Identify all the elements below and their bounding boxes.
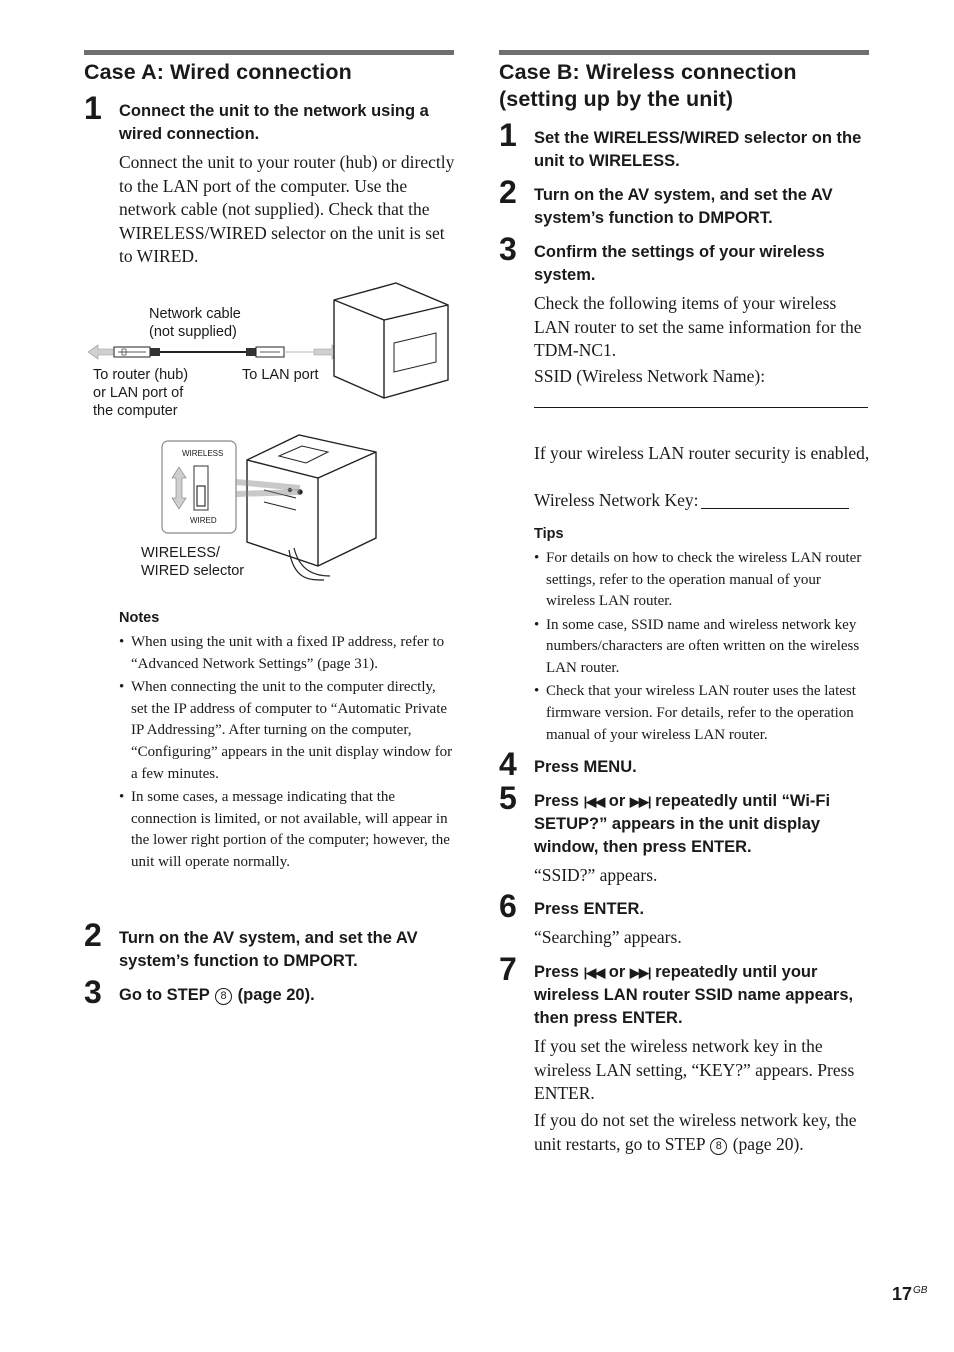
note-item: • When connecting the unit to the computer directly, set the IP address of computer to “Automatic Private IP Addressing”. After turning on the computer, “Configuring” appears in the unit display window for a few minutes. — [119, 677, 455, 786]
step-heading: Confirm the settings of your wireless system. — [534, 243, 825, 284]
unit-back-icon — [247, 435, 376, 580]
step-number: 5 — [499, 780, 517, 816]
step-number: 4 — [499, 746, 517, 782]
step-ref-badge: 8 — [710, 1138, 727, 1155]
step-heading: Turn on the AV system, and set the AV system’s function to DMPORT. — [119, 929, 418, 970]
tip-item: • In some case, SSID name and wireless network key numbers/characters are often written on the wireless LAN router. — [534, 615, 870, 680]
step-heading: Press |◀◀ or ▶▶| repeatedly until “Wi-Fi SETUP?” appears in the unit display window, then press ENTER. — [534, 792, 831, 856]
step-body: “SSID?” appears. — [534, 865, 658, 885]
tip-item: • Check that your wireless LAN router uses the latest firmware version. For details, refer to the operation manual of your wireless LAN router. — [534, 681, 870, 746]
step-number: 1 — [499, 117, 517, 153]
step-heading: Connect the unit to the network using a wired connection. — [119, 102, 429, 143]
switch-wired-label: WIRED — [190, 516, 217, 525]
tips-title: Tips — [534, 526, 564, 542]
step-heading: Press |◀◀ or ▶▶| repeatedly until your wireless LAN router SSID name appears, then press ENTER. — [534, 963, 854, 1027]
step-body: If you set the wireless network key in the wireless LAN setting, “KEY?” appears. Press ENTER. — [534, 1036, 855, 1103]
note-item: • In some cases, a message indicating that the connection is limited, or not available, will appear in the lower right portion of the computer; however, the unit will operate normally. — [119, 787, 455, 874]
switch-wireless-label: WIRELESS — [182, 449, 224, 458]
step-heading: Press ENTER. — [534, 900, 645, 918]
step-ref-badge: 8 — [215, 988, 232, 1005]
step-number: 1 — [84, 90, 102, 126]
step-number: 3 — [84, 974, 102, 1010]
switch-knob-icon — [197, 486, 205, 506]
skip-forward-icon: ▶▶| — [629, 965, 651, 980]
note-item: • When using the unit with a fixed IP address, refer to “Advanced Network Settings” (page 31). — [119, 632, 455, 675]
cable-label: Network cable (not supplied) — [149, 306, 241, 340]
ssid-blank-line — [534, 407, 868, 408]
skip-forward-icon: ▶▶| — [629, 794, 651, 809]
step-number: 3 — [499, 231, 517, 267]
router-label: To router (hub) or LAN port of the computer — [93, 367, 189, 419]
section-rule — [499, 50, 869, 55]
step-number: 2 — [499, 174, 517, 210]
tips-list — [534, 548, 870, 748]
step-body: Check the following items of your wireless LAN router to set the same information for the TDM-NC1. — [534, 293, 862, 360]
step-body: “Searching” appears. — [534, 927, 682, 947]
step-body: Connect the unit to your router (hub) or directly to the LAN port of the computer. Use the network cable (not supplied). Check that the WIRELESS/WIRED selector on the unit is set to WIRED. — [119, 152, 455, 266]
notes-list — [119, 632, 455, 875]
key-blank-line — [701, 508, 849, 509]
step-number: 2 — [84, 917, 102, 953]
notes-title: Notes — [119, 610, 160, 626]
step-heading: Press MENU. — [534, 758, 637, 776]
security-text: If your wireless LAN router security is enabled, — [534, 443, 870, 463]
unit-cube-icon — [334, 283, 448, 398]
case-b-title: Case B: Wireless connection (setting up by the unit) — [499, 60, 797, 111]
step-body: If you do not set the wireless network key, the unit restarts, go to STEP 8 (page 20). — [534, 1110, 857, 1154]
selector-label: WIRELESS/ WIRED selector — [141, 545, 245, 579]
skip-back-icon: |◀◀ — [583, 965, 605, 980]
wired-connection-diagram — [84, 280, 454, 590]
skip-back-icon: |◀◀ — [583, 794, 605, 809]
diagram-drawing — [84, 280, 454, 590]
arrow-left-icon — [88, 345, 114, 359]
section-rule — [84, 50, 454, 55]
step-number: 7 — [499, 951, 517, 987]
page-number: $17^{GB}$ — [892, 1284, 928, 1304]
case-a-title: Case A: Wired connection — [84, 60, 352, 84]
tip-item: • For details on how to check the wireless LAN router settings, refer to the operation manual of your wireless LAN router. — [534, 548, 870, 613]
step-heading: Set the WIRELESS/WIRED selector on the unit to WIRELESS. — [534, 129, 862, 170]
key-label: Wireless Network Key: — [534, 489, 874, 513]
lan-port-label: To LAN port — [242, 367, 319, 383]
step-heading: Go to STEP 8 (page 20). — [119, 986, 315, 1004]
ssid-label: SSID (Wireless Network Name): — [534, 366, 766, 386]
step-number: 6 — [499, 888, 517, 924]
step-heading: Turn on the AV system, and set the AV system’s function to DMPORT. — [534, 186, 833, 227]
